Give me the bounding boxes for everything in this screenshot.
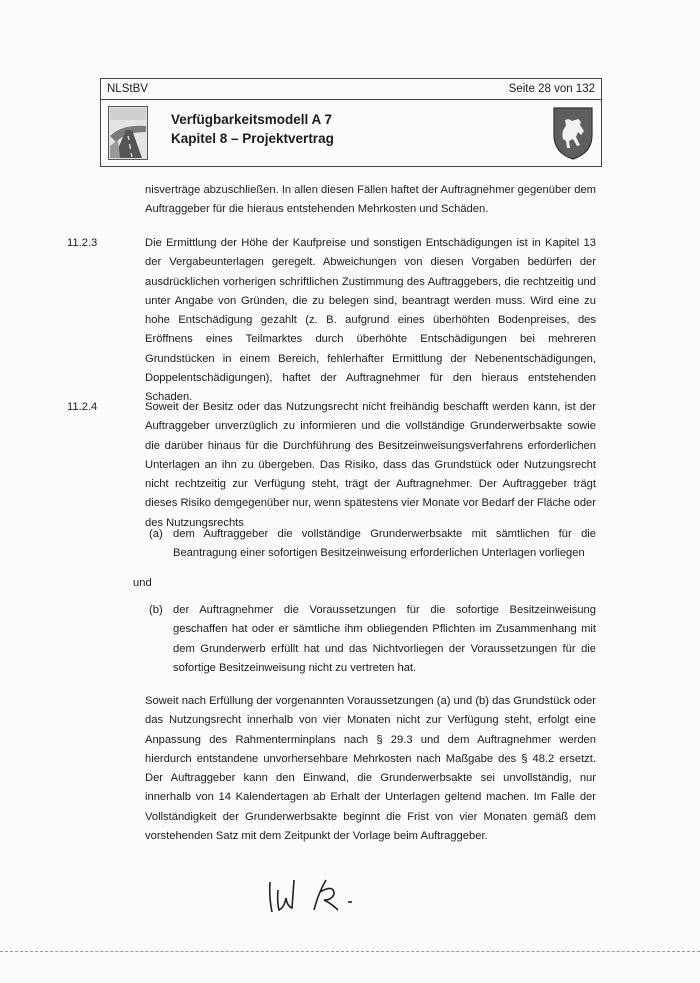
section-number: 11.2.3 (67, 237, 98, 249)
header-body (101, 100, 601, 166)
document-subtitle: Kapitel 8 – Projektvertrag (171, 131, 334, 146)
organization-label: NLStBV (107, 83, 148, 95)
connector-word: und (133, 577, 152, 589)
section-paragraph: Soweit der Besitz oder das Nutzungsrecht nicht freihändig beschafft werden kann, ist der Auftraggeber unverzüglich zu informieren und die vollständige Grunderwerbsakte sowie die darüber hinaus für die Durchführung des Besitzeinweisungsverfahrens erforderlichen Unterlagen an ihn zu übergeben. Das Risiko, dass das Grundstück oder Nutzungsrecht nicht rechtzeitig zur Verfügung steht, trägt der Auftragnehmer. Der Auftraggeber trägt dieses Risiko demgegenüber nur, wenn spätestens vier Monate vor Bedarf der Fläche oder des Nutzungsrechts (145, 401, 596, 529)
document-titles (171, 110, 334, 148)
document-title: Verfügbarkeitsmodell A 7 (171, 112, 333, 127)
page-number-label: Seite 28 von 132 (508, 83, 595, 95)
list-item-text: der Auftragnehmer die Voraussetzungen für die sofortige Besitzeinweisung geschaffen hat oder er sämtliche ihm obliegenden Pflichten im Zusammenhang mit dem Grunderwerb erfüllt hat und das Nichtvorliegen der Voraussetzungen für die sofortige Besitzeinweisung nicht zu vertreten hat. (173, 604, 596, 674)
highway-logo-icon (108, 106, 148, 160)
list-item-label: (a) (149, 528, 163, 540)
lower-saxony-crest-icon (551, 105, 595, 161)
section-number: 11.2.4 (67, 401, 98, 413)
handwritten-initials (262, 868, 362, 918)
footer-divider (0, 951, 700, 952)
intro-paragraph: nisverträge abzuschließen. In allen diesen Fällen haftet der Auftragnehmer gegenüber dem Auftraggeber für die hieraus entstehenden Mehrkosten und Schäden. (145, 184, 596, 216)
closing-paragraph: Soweit nach Erfüllung der vorgenannten Voraussetzungen (a) und (b) das Grundstück oder das Nutzungsrecht innerhalb von vier Monaten nicht zur Verfügung steht, erfolgt eine Anpassung des Rahmenterminplans nach § 29.3 und dem Auftragnehmer werden hierdurch entstandene unvorhersehbare Mehrkosten nach Maßgabe des § 48.2 ersetzt. Der Auftraggeber kann den Einwand, die Grunderwerbsakte sei unvollständig, nur innerhalb von 14 Kalendertagen ab Erhalt der Unterlagen geltend machen. Im Falle der Vollständigkeit der Grunderwerbsakte beginnt die Frist von vier Monaten gemäß dem vorstehenden Satz mit dem Zeitpunkt der Vorlage beim Auftraggeber. (145, 695, 596, 843)
page-header (100, 78, 602, 167)
section-paragraph: Die Ermittlung der Höhe der Kaufpreise und sonstigen Entschädigungen ist in Kapitel 13 der Vergabeunterlagen geregelt. Abweichungen von diesen Vorgaben bedürfen der ausdrücklichen vorherigen schriftlichen Zustimmung des Auftraggebers, die rechtzeitig und unter Angabe von Gründen, die zu belegen sind, beantragt werden muss. Wird eine zu hohe Entschädigung gezahlt (z. B. aufgrund eines überhöhten Bodenpreises, des Eröffnens eines Teilmarktes durch überhöhte Entschädigungen bei mehreren Grundstücken in einem Bereich, fehlerhafter Ermittlung der Nebenentschädigungen, Doppelentschädigungen), haftet der Auftragnehmer für den hieraus entstehenden Schaden. (145, 237, 596, 404)
list-item-label: (b) (149, 604, 163, 616)
list-item-text: dem Auftraggeber die vollständige Grunderwerbsakte mit sämtlichen für die Beantragung einer sofortigen Besitzeinweisung erforderlichen Unterlagen vorliegen (173, 528, 596, 560)
header-top-row (101, 79, 601, 100)
